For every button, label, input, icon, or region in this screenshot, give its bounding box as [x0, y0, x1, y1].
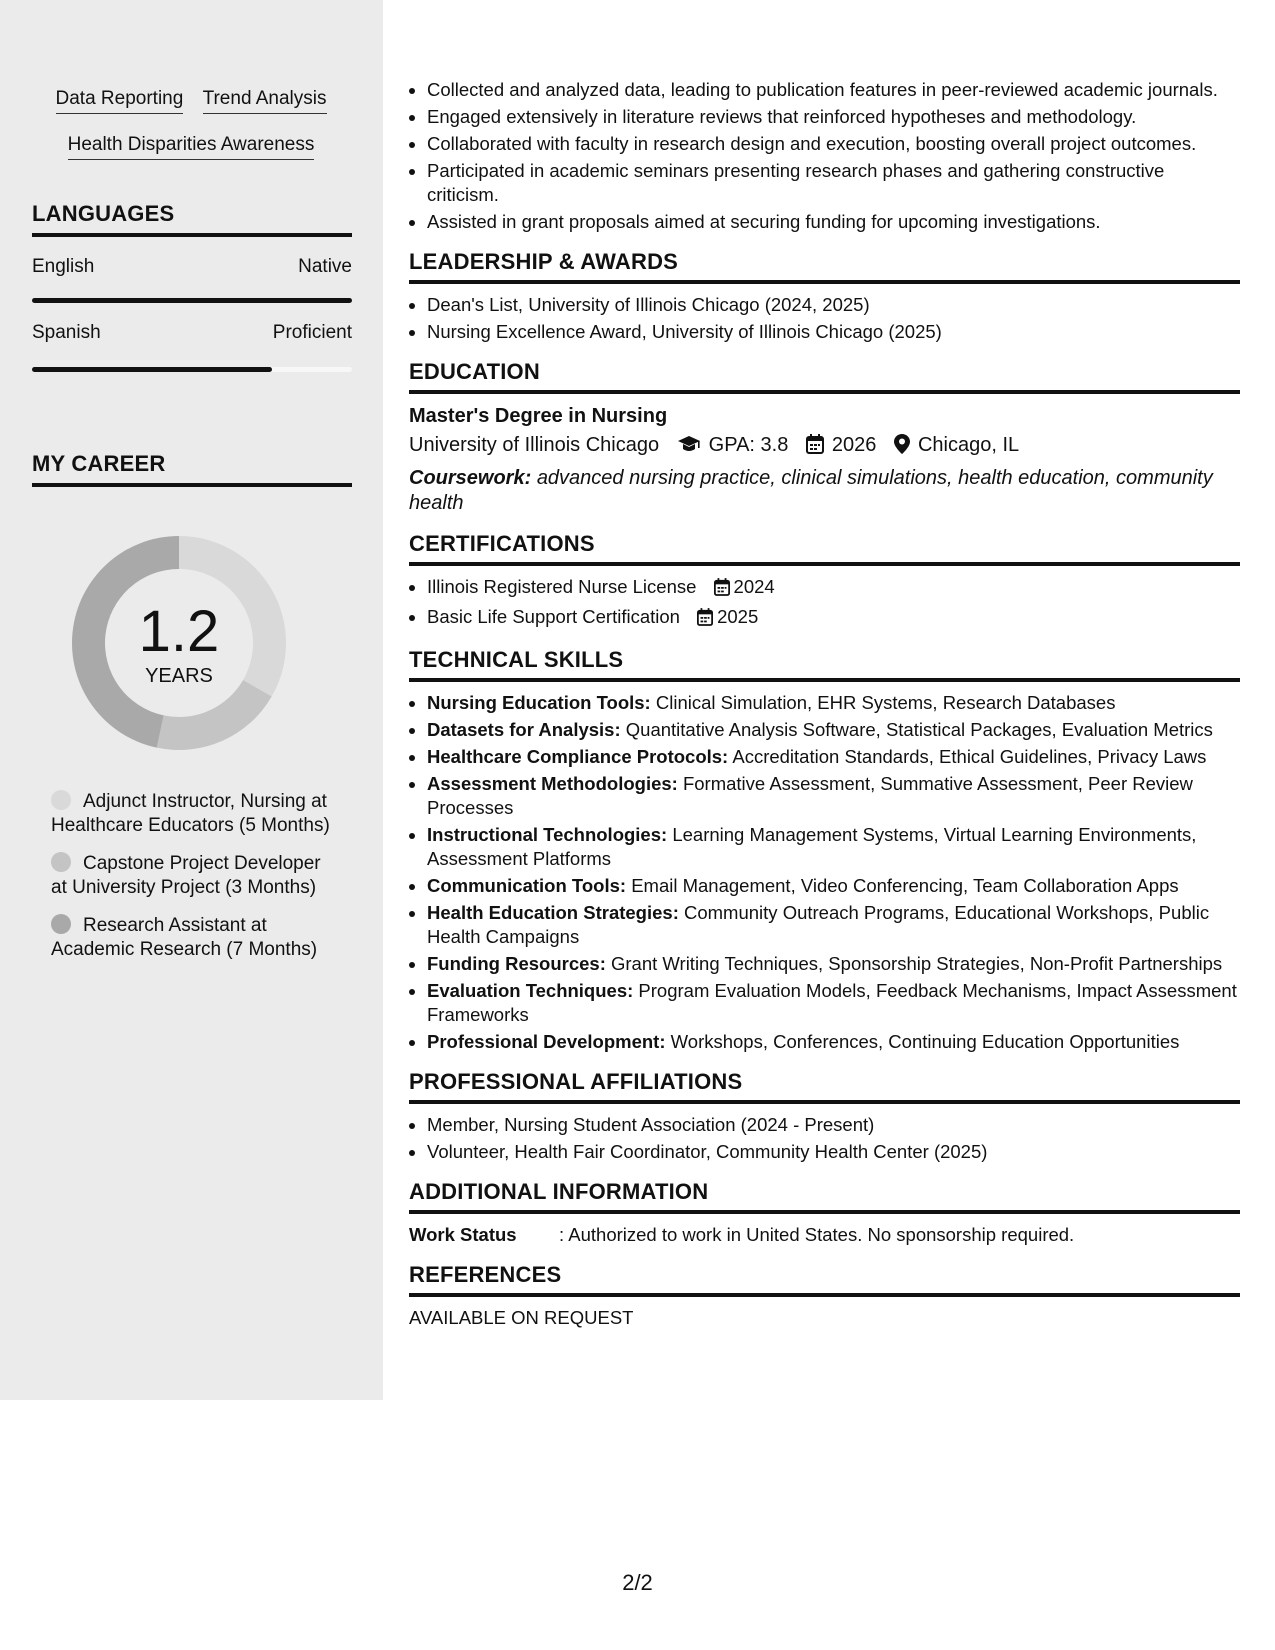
leadership-list — [409, 293, 1240, 344]
education-details — [409, 431, 1240, 462]
section-heading-affiliations: PROFESSIONAL AFFILIATIONS — [409, 1070, 1240, 1104]
affiliations-list — [409, 1113, 1240, 1164]
list-item: • Member, Nursing Student Association (2024 - Present) — [427, 1113, 1240, 1137]
list-item: • Dean's List, University of Illinois Chicago (2024, 2025) — [427, 293, 1240, 317]
experience-bullets — [409, 78, 1240, 234]
calendar-icon — [806, 434, 824, 462]
career-total — [66, 600, 292, 688]
graduation-year: 2026 — [831, 434, 877, 456]
career-item — [51, 914, 341, 962]
list-item — [427, 745, 1240, 769]
career-item — [51, 790, 341, 838]
list-item — [427, 772, 1240, 820]
school-location: Chicago, IL — [917, 434, 1020, 456]
skill-label: Professional Development: — [427, 1031, 666, 1052]
career-heading: MY CAREER — [32, 451, 352, 487]
skill-label: Evaluation Techniques: — [427, 980, 634, 1001]
sidebar — [0, 0, 383, 1400]
section-heading-technical-skills: TECHNICAL SKILLS — [409, 648, 1240, 682]
language-name: Spanish — [32, 322, 101, 343]
list-item — [427, 575, 1240, 602]
skill-text: Quantitative Analysis Software, Statistical Packages, Evaluation Metrics — [625, 719, 1213, 740]
skill-label: Datasets for Analysis: — [427, 719, 621, 740]
skill-label: Nursing Education Tools: — [427, 692, 651, 713]
technical-skills-list — [409, 691, 1240, 1054]
list-item — [427, 605, 1240, 632]
list-item: • Collected and analyzed data, leading to publication features in peer-reviewed academic journals. — [427, 78, 1240, 102]
language-row — [32, 322, 352, 344]
career-item-label: Capstone Project Developer at University Project (3 Months) — [51, 853, 321, 898]
career-total-value: 1.2 — [138, 599, 220, 664]
skill-text: Workshops, Conferences, Continuing Education Opportunities — [670, 1031, 1180, 1052]
coursework-label: Coursework: — [409, 467, 532, 489]
list-item — [427, 1030, 1240, 1054]
career-legend-dot — [51, 852, 71, 872]
section-heading-leadership: LEADERSHIP & AWARDS — [409, 250, 1240, 284]
skill-text: Program Evaluation Models, Feedback Mechanisms, Impact Assessment Frameworks — [427, 980, 1237, 1025]
skill-tag: Health Disparities Awareness — [68, 134, 315, 160]
list-item: • Nursing Excellence Award, University of Illinois Chicago (2025) — [427, 320, 1240, 344]
language-level: Proficient — [272, 322, 352, 343]
list-item: • Volunteer, Health Fair Coordinator, Community Health Center (2025) — [427, 1140, 1240, 1164]
calendar-icon — [714, 578, 730, 602]
section-heading-additional-info: ADDITIONAL INFORMATION — [409, 1180, 1240, 1214]
list-item — [427, 952, 1240, 976]
language-level: Native — [298, 256, 352, 277]
list-item — [427, 874, 1240, 898]
section-heading-certifications: CERTIFICATIONS — [409, 532, 1240, 566]
skill-text: Community Outreach Programs, Educational Workshops, Public Health Campaigns — [427, 902, 1210, 947]
list-item: • Engaged extensively in literature reviews that reinforced hypotheses and methodology. — [427, 105, 1240, 129]
skill-tag: Data Reporting — [56, 88, 184, 114]
certification-year: 2025 — [717, 606, 759, 627]
list-item — [427, 823, 1240, 871]
skill-label: Instructional Technologies: — [427, 824, 668, 845]
career-donut-segment-1 — [157, 680, 272, 750]
language-bar — [32, 298, 352, 303]
skill-tags — [30, 86, 352, 178]
page-number: 2/2 — [622, 1570, 653, 1595]
skill-label: Healthcare Compliance Protocols: — [427, 746, 729, 767]
career-item — [51, 852, 341, 900]
skill-text: Learning Management Systems, Virtual Learning Environments, Assessment Platforms — [427, 824, 1197, 869]
school-name: University of Illinois Chicago — [409, 434, 660, 456]
languages-heading: LANGUAGES — [32, 201, 352, 237]
list-item — [427, 979, 1240, 1027]
location-pin-icon — [894, 434, 910, 462]
section-heading-education: EDUCATION — [409, 360, 1240, 394]
certification-name: Illinois Registered Nurse License — [427, 576, 697, 597]
list-item — [427, 901, 1240, 949]
list-item — [427, 691, 1240, 715]
career-legend-dot — [51, 790, 71, 810]
list-item: • Collaborated with faculty in research design and execution, boosting overall project outcomes. — [427, 132, 1240, 156]
main-content — [409, 78, 1240, 1330]
skill-label: Communication Tools: — [427, 875, 627, 896]
language-bar-fill — [32, 298, 352, 303]
graduation-cap-icon — [677, 434, 701, 462]
references-text: AVAILABLE ON REQUEST — [409, 1307, 634, 1328]
language-bar-fill — [32, 367, 272, 372]
certifications-list — [409, 575, 1240, 632]
skill-text: Email Management, Video Conferencing, Team Collaboration Apps — [631, 875, 1179, 896]
coursework — [409, 466, 1240, 516]
certification-year: 2024 — [733, 576, 775, 597]
work-status-label: Work Status — [409, 1224, 517, 1245]
list-item: • Assisted in grant proposals aimed at securing funding for upcoming investigations. — [427, 210, 1240, 234]
language-row — [32, 256, 352, 278]
coursework-text: advanced nursing practice, clinical simulations, health education, community health — [409, 467, 1213, 514]
skill-text: Clinical Simulation, EHR Systems, Research Databases — [655, 692, 1116, 713]
skill-text: Accreditation Standards, Ethical Guidelines, Privacy Laws — [732, 746, 1207, 767]
calendar-icon — [697, 608, 713, 632]
career-item-label: Research Assistant at Academic Research (7 Months) — [51, 915, 318, 960]
language-bar — [32, 367, 352, 372]
career-total-unit: YEARS — [145, 665, 213, 687]
skill-text: Formative Assessment, Summative Assessment, Peer Review Processes — [427, 773, 1193, 818]
skill-label: Health Education Strategies: — [427, 902, 679, 923]
list-item — [427, 718, 1240, 742]
skill-text: Grant Writing Techniques, Sponsorship Strategies, Non-Profit Partnerships — [611, 953, 1223, 974]
career-item-label: Adjunct Instructor, Nursing at Healthcare Educators (5 Months) — [51, 791, 330, 836]
gpa: GPA: 3.8 — [708, 434, 789, 456]
section-heading-references: REFERENCES — [409, 1263, 1240, 1297]
skill-label: Funding Resources: — [427, 953, 606, 974]
career-legend-dot — [51, 914, 71, 934]
work-status-value: : Authorized to work in United States. No sponsorship required. — [559, 1224, 1075, 1245]
work-status-row — [409, 1223, 1240, 1247]
language-name: English — [32, 256, 95, 277]
list-item: • Participated in academic seminars presenting research phases and gathering constructive criticism. — [427, 159, 1240, 207]
skill-label: Assessment Methodologies: — [427, 773, 678, 794]
career-list — [51, 790, 341, 976]
certification-name: Basic Life Support Certification — [427, 606, 680, 627]
degree-title: Master's Degree in Nursing — [409, 405, 668, 427]
skill-tag: Trend Analysis — [203, 88, 327, 114]
